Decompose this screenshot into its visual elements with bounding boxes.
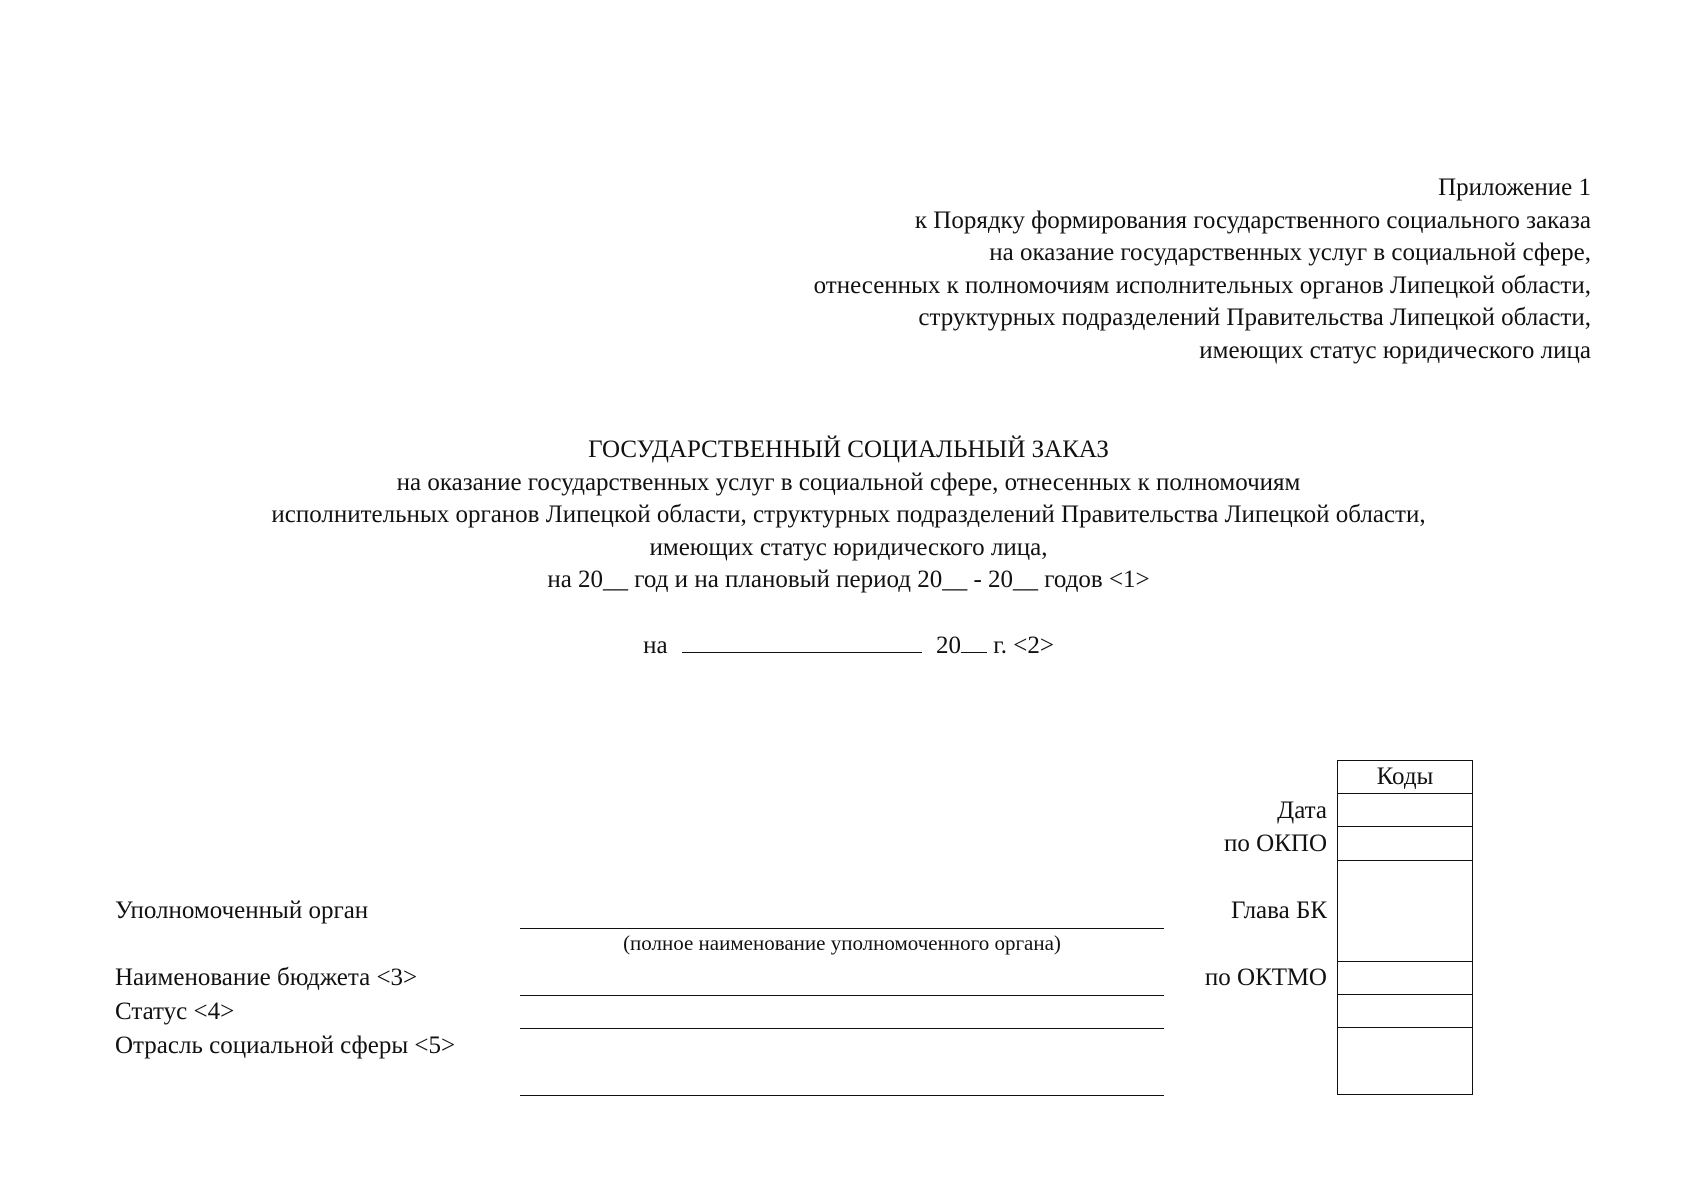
date-year-prefix: 20 — [936, 632, 962, 659]
title-line-1: на оказание государственных услуг в социальной сфере, отнесенных к полномочиям — [396, 468, 1301, 496]
annex-header — [814, 172, 1591, 368]
budget-field-line[interactable] — [520, 995, 1164, 996]
document-title — [0, 434, 1697, 597]
oktmo-code-label: по ОКТМО — [1204, 964, 1327, 991]
okpo-code-label: по ОКПО — [1224, 830, 1327, 857]
codes-table — [1337, 760, 1473, 1095]
annex-line-4: отнесенных к полномочиям исполнительных органов Липецкой области, — [813, 271, 1591, 299]
annex-line-5: структурных подразделений Правительства Липецкой области, — [918, 304, 1591, 332]
status-label: Статус <4> — [115, 998, 235, 1025]
title-line-4: на 20__ год и на плановый период 20__ - 20__ годов <1> — [547, 566, 1150, 594]
codes-header: Коды — [1338, 761, 1472, 794]
status-field-line[interactable] — [520, 1028, 1164, 1029]
title-line-3: имеющих статус юридического лица, — [649, 533, 1048, 561]
code-cell-oktmo[interactable] — [1338, 962, 1472, 995]
annex-line-6: имеющих статус юридического лица — [1199, 336, 1591, 364]
annex-line-2: к Порядку формирования государственного социального заказа — [914, 206, 1591, 234]
authority-hint: (полное наименование уполномоченного органа) — [623, 931, 1061, 955]
authority-label: Уполномоченный орган — [115, 897, 369, 924]
date-prefix: на — [643, 632, 668, 659]
sector-label: Отрасль социальной сферы <5> — [115, 1032, 456, 1059]
title-line-2: исполнительных органов Липецкой области, структурных подразделений Правительства Липецкой области, — [271, 501, 1426, 529]
budget-label: Наименование бюджета <3> — [115, 964, 418, 991]
title-heading: ГОСУДАРСТВЕННЫЙ СОЦИАЛЬНЫЙ ЗАКАЗ — [588, 436, 1109, 463]
date-suffix: г. <2> — [993, 632, 1054, 659]
code-cell-status[interactable] — [1338, 995, 1472, 1028]
code-cell-okpo[interactable] — [1338, 827, 1472, 861]
annex-line-3: на оказание государственных услуг в социальной сфере, — [989, 239, 1591, 267]
date-code-label: Дата — [1277, 797, 1327, 824]
code-cell-bk[interactable] — [1338, 861, 1472, 962]
sector-field-line[interactable] — [520, 1095, 1164, 1096]
date-year-blank[interactable] — [961, 630, 987, 653]
date-day-month-blank[interactable] — [682, 630, 922, 653]
authority-field-line[interactable] — [520, 928, 1164, 929]
date-line — [0, 630, 1697, 662]
bk-code-label: Глава БК — [1231, 897, 1327, 924]
annex-line-1: Приложение 1 — [1438, 174, 1591, 201]
code-cell-sector[interactable] — [1338, 1028, 1472, 1095]
code-cell-date[interactable] — [1338, 794, 1472, 827]
